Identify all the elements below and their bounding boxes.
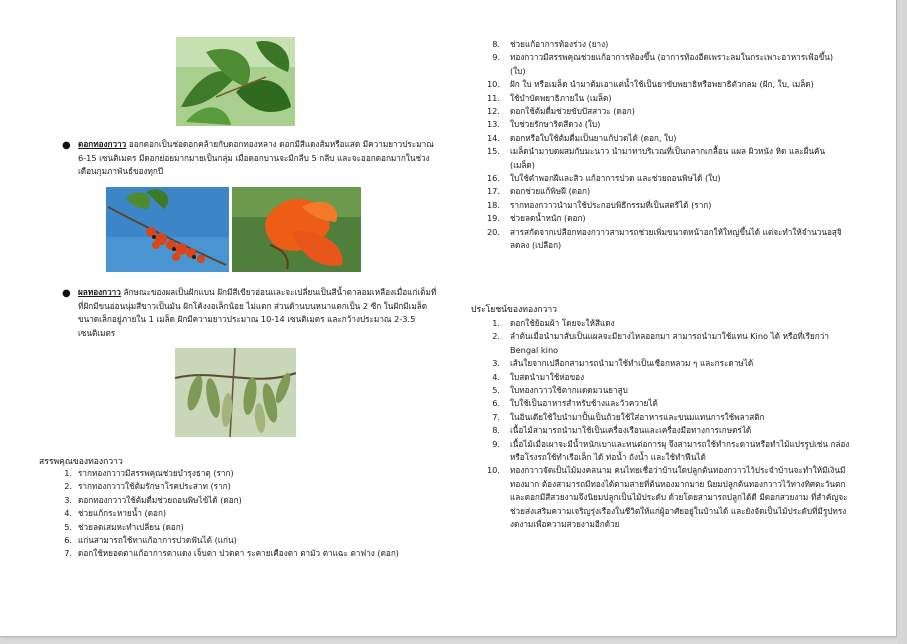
list-item: 5. ใบทองกวาวใช้ตากแดดมวนยาสูบ xyxy=(492,385,628,396)
list-item: 14. ดอกหรือใบใช้ต้มดื่มเป็นยาแก้ปวดได้ (ดอก, ใบ) xyxy=(486,132,677,143)
pod-photo xyxy=(175,348,296,437)
properties-heading: สรรพคุณของทองกวาว xyxy=(39,457,123,467)
flower-closeup-photo xyxy=(232,187,361,272)
list-item: 12. ดอกใช้ต้มดื่มช่วยขับปัสสาวะ (ดอก) xyxy=(486,106,635,117)
pod-text: ลักษณะของผลเป็นฝักแบน ฝักมีสีเขียวอ่อนและจะเปลี่ยนเป็นสีน้ำตาลอมเหลืองเมื่อแก่เต็มที่ ที่ฝักมีขนอ่อนนุ่มสีขาวเป็นมัน ฝักโค้งงอเล็กน้อย ไม่แตก ส่วนด้านบนหนาแตกเป็น 2 ซีก ในฝักมีเมล็ดขนาดเล็กอยู่ภายใน 1 เมล็ด ฝักมีความยาวประมาณ 10-14 เซนติเมตร และกว้างประมาณ 2-3.5 เซนติเมตร xyxy=(78,287,437,338)
list-item: 7. ดอกใช้หยอดตาแก้อาการตาแดง เจ็บตา ปวดตา ระคายเคืองตา ตามัว ตาแฉะ ตาฟาง (ดอก) xyxy=(64,548,399,559)
flower-text: ออกดอกเป็นช่อดอกคล้ายกับดอกทองหลาง ดอกมีสีแดงส้มหรือแสด มีความยาวประมาณ 6-15 เซนติเมตร มีดอกย่อยมากมายเป็นกลุ่ม เมื่อดอกบานจะมีกลีบ 5 กลีบ และจะออกดอกมากในช่วงเดือนกุมภาพันธ์ของทุกปี xyxy=(78,139,434,177)
properties-list-continued xyxy=(478,38,850,253)
list-item: 6. ใบใช้เป็นอาหารสำหรับช้างและวัวควายได้ xyxy=(492,398,658,409)
benefits-list xyxy=(478,317,850,532)
flower-branch-photo xyxy=(106,187,229,272)
leaf-photo xyxy=(176,37,295,126)
benefits-heading: ประโยชน์ของทองกวาว xyxy=(471,305,557,315)
list-item: 1. ดอกใช้ย้อมผ้า โดยจะให้สีแดง xyxy=(492,318,615,328)
bullet-icon: ● xyxy=(62,140,71,151)
list-item: 9. ทองกวาวมีสรรพคุณช่วยแก้อาการท้องขึ้น (อาการท้องอืดเพราะลมในกระเพาะอาหารเฟ้อขึ้น) (ใบ) xyxy=(492,52,834,76)
list-item: 7. ในอินเดียใช้ใบนำมาปั้นเป็นถ้วยใช้ใส่อาหารและขนมแทนการใช้พลาสติก xyxy=(492,411,765,422)
list-item: 1. รากทองกวาวมีสรรพคุณช่วยบำรุงธาตุ (ราก) xyxy=(64,468,234,478)
list-item: 8. เนื้อไม้สามารถนำมาใช้เป็นเครื่องเรือนและเครื่องมือทางการเกษตรได้ xyxy=(492,425,752,436)
list-item: 13. ใบช่วยรักษาริดสีดวง (ใบ) xyxy=(486,119,601,130)
list-item: 4. ช่วยแก้กระหายน้ำ (ดอก) xyxy=(64,508,167,519)
list-item: 16. ใบใช้ตำพอกฝีและสิว แก้อาการปวด และช่วยถอนพิษได้ (ใบ) xyxy=(486,173,721,184)
bullet-icon: ● xyxy=(62,288,71,299)
list-item: 18. รากทองกวาวนำมาใช้ประกอบพิธีกรรมที่เป็นสตรีได้ (ราก) xyxy=(486,199,712,210)
list-item: 9. เนื้อไม้เมื่อเผาจะมีน้ำหนักเบาและทนต่อการผุ จึงสามารถใช้ทำกระดานหรือทำไม้แปรรูปเช่น กล่องหรือโรงรถใช้ทำเรือเล็ก ได้ ท่อน้ำ ถังน้ำ และใช้ทำฟืนได้ xyxy=(492,438,850,463)
list-item: 6. แก่นสามารถใช้ทาแก้อาการปวดฟันได้ (แก่น) xyxy=(64,535,237,546)
list-item: 10. ทองกวาวจัดเป็นไม้มงคลนาม คนไทยเชื่อว่าบ้านใดปลูกต้นทองกวาวไว้ประจำบ้านจะทำให้มีเงินมีทองมาก ต้องสามารถมีทองได้ตามสายที่ต้นทองมากมาย นิยมปลูกต้นทองกวาวไว้ทางทิศตะวันตก และดอกมีสีสวยงามจึงนิยมปลูกเป็นไม้ประดับ ด้วยโดยสามารถปลูกได้ดี มีดอกสวยงาม ที่สำคัญจะช่วยส่งเสริมความเจริญรุ่งเรืองในชีวิตให้แก่ผู้อาศัยอยู่ในบ้านได้ และยังจัดเป็นไม้ประดับที่มีรูปทรงงดงามเพื่อความสวยงามอีกด้วย xyxy=(486,465,848,530)
list-item: 2. รากทองกวาวใช้ต้มรักษาโรคประสาท (ราก) xyxy=(64,481,231,492)
list-item: 11. ใช้บำบัดพยาธิภายใน (เมล็ด) xyxy=(486,92,612,103)
list-item: 3. ดอกทองกวาวใช้ต้มดื่มช่วยถอนพิษไข้ได้ (ดอก) xyxy=(64,494,242,505)
pod-paragraph xyxy=(78,286,438,340)
flower-paragraph xyxy=(78,138,438,179)
list-item: 17. ดอกช่วยแก้พิษฝี (ดอก) xyxy=(486,186,591,197)
viewer-background xyxy=(897,0,907,644)
flower-label: ดอกทองกวาว xyxy=(78,139,127,149)
list-item: 15. เมล็ดนำมาบดผสมกับมะนาว นำมาทาบริเวณที่เป็นกลากเกลื้อน แผล ผิวหนัง หิด และผื่นคัน (เมล็ด) xyxy=(486,146,826,170)
list-item: 3. เส้นใยจากเปลือกสามารถนำมาใช้ทำเป็นเชือกหลวม ๆ และกระดาษได้ xyxy=(492,358,754,369)
list-item: 19. ช่วยลดน้ำหนัก (ดอก) xyxy=(486,213,586,224)
list-item: 20. สารสกัดจากเปลือกทองกวาวสามารถช่วยเพิ่มขนาดหน้าอกให้ใหญ่ขึ้นได้ แต่จะทำให้จำนวนอสุจิลดลง (เปลือก) xyxy=(486,226,842,251)
list-item: 10. ฝัก ใบ หรือเมล็ด นำมาต้มเอาแต่น้ำใช้เป็นยาขับพยาธิหรือพยาธิตัวกลม (ฝัก, ใบ, เมล็ด) xyxy=(486,79,814,90)
list-item: 4. ใบสดนำมาใช้ห่อของ xyxy=(492,371,585,382)
list-item: 5. ช่วยลดเสมหะทำเปลี่ยน (ดอก) xyxy=(64,521,184,532)
list-item: 2. ลำต้นเมื่อนำมาสับเป็นแผลจะมียางไหลออกมา สามารถนำมาใช้แทน Kino ได้ หรือที่เรียกว่า Bengal kino xyxy=(492,331,829,355)
pod-label: ผลทองกวาว xyxy=(78,287,121,297)
list-item: 8. ช่วยแก้อาการท้องร่วง (ยาง) xyxy=(492,39,609,49)
properties-list xyxy=(50,467,410,561)
